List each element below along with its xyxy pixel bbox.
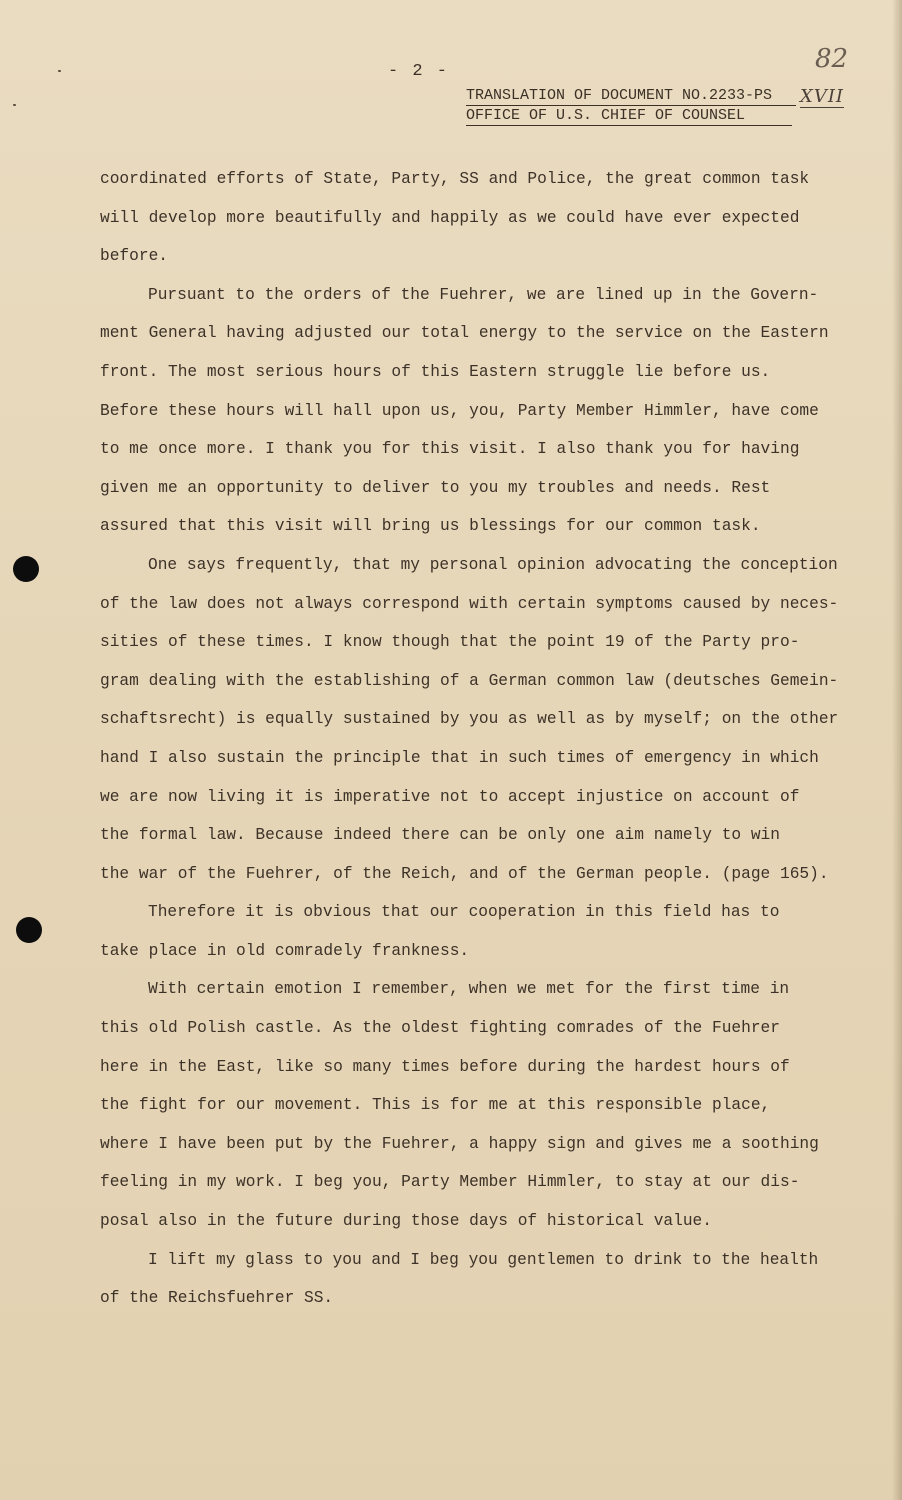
handwritten-volume-mark: XVII: [800, 86, 845, 107]
body-line: the war of the Fuehrer, of the Reich, and of the German people. (page 165).: [100, 864, 829, 883]
body-line: hand I also sustain the principle that in such times of emergency in which: [100, 748, 819, 767]
body-line: to me once more. I thank you for this visit. I also thank you for having: [100, 440, 800, 459]
body-line: where I have been put by the Fuehrer, a happy sign and gives me a soothing: [100, 1134, 819, 1153]
body-line: the formal law. Because indeed there can be only one aim namely to win: [100, 826, 780, 845]
body-line: of the Reichsfuehrer SS.: [100, 1289, 334, 1308]
header-office-line: OFFICE OF U.S. CHIEF OF COUNSEL: [466, 106, 792, 126]
header-translation-line: TRANSLATION OF DOCUMENT NO.2233-PS: [466, 86, 796, 106]
body-line: coordinated efforts of State, Party, SS and Police, the great common task: [100, 170, 810, 188]
speck: [58, 70, 61, 72]
body-line: assured that this visit will bring us blessings for our common task.: [100, 517, 761, 536]
body-line: front. The most serious hours of this Eastern struggle lie before us.: [100, 362, 771, 381]
punch-hole: [13, 556, 39, 582]
body-line: take place in old comradely frankness.: [100, 941, 470, 960]
body-line: I lift my glass to you and I beg you gentlemen to drink to the health: [148, 1250, 819, 1269]
page-edge-shadow: [892, 0, 902, 1500]
handwritten-folio-number: 82: [815, 44, 849, 74]
body-line: we are now living it is imperative not to accept injustice on account of: [100, 787, 800, 806]
document-body: [100, 160, 840, 1318]
page-number: - 2 -: [388, 62, 450, 81]
body-line: gram dealing with the establishing of a German common law (deutsches Gemein-: [100, 671, 839, 690]
document-header: [466, 86, 796, 126]
body-line: feeling in my work. I beg you, Party Member Himmler, to stay at our dis-: [100, 1173, 800, 1192]
body-line: schaftsrecht) is equally sustained by you as well as by myself; on the other: [100, 710, 839, 729]
body-line: Therefore it is obvious that our cooperation in this field has to: [148, 903, 780, 922]
speck: [13, 104, 16, 106]
body-line: posal also in the future during those days of historical value.: [100, 1212, 712, 1231]
body-line: One says frequently, that my personal opinion advocating the conception: [148, 555, 838, 574]
body-line: will develop more beautifully and happily as we could have ever expected: [100, 208, 800, 227]
body-line: the fight for our movement. This is for me at this responsible place,: [100, 1096, 771, 1115]
body-line: given me an opportunity to deliver to you my troubles and needs. Rest: [100, 478, 771, 497]
body-line: before.: [100, 247, 168, 266]
body-line: sities of these times. I know though that the point 19 of the Party pro-: [100, 633, 800, 652]
body-line: Before these hours will hall upon us, you, Party Member Himmler, have come: [100, 401, 819, 420]
body-line: this old Polish castle. As the oldest fighting comrades of the Fuehrer: [100, 1019, 780, 1038]
body-line: With certain emotion I remember, when we met for the first time in: [148, 980, 790, 999]
body-line: here in the East, like so many times before during the hardest hours of: [100, 1057, 790, 1076]
body-line: ment General having adjusted our total energy to the service on the Eastern: [100, 324, 829, 343]
body-line: Pursuant to the orders of the Fuehrer, we are lined up in the Govern-: [148, 285, 819, 304]
punch-hole: [16, 917, 42, 943]
body-line: of the law does not always correspond with certain symptoms caused by neces-: [100, 594, 839, 613]
